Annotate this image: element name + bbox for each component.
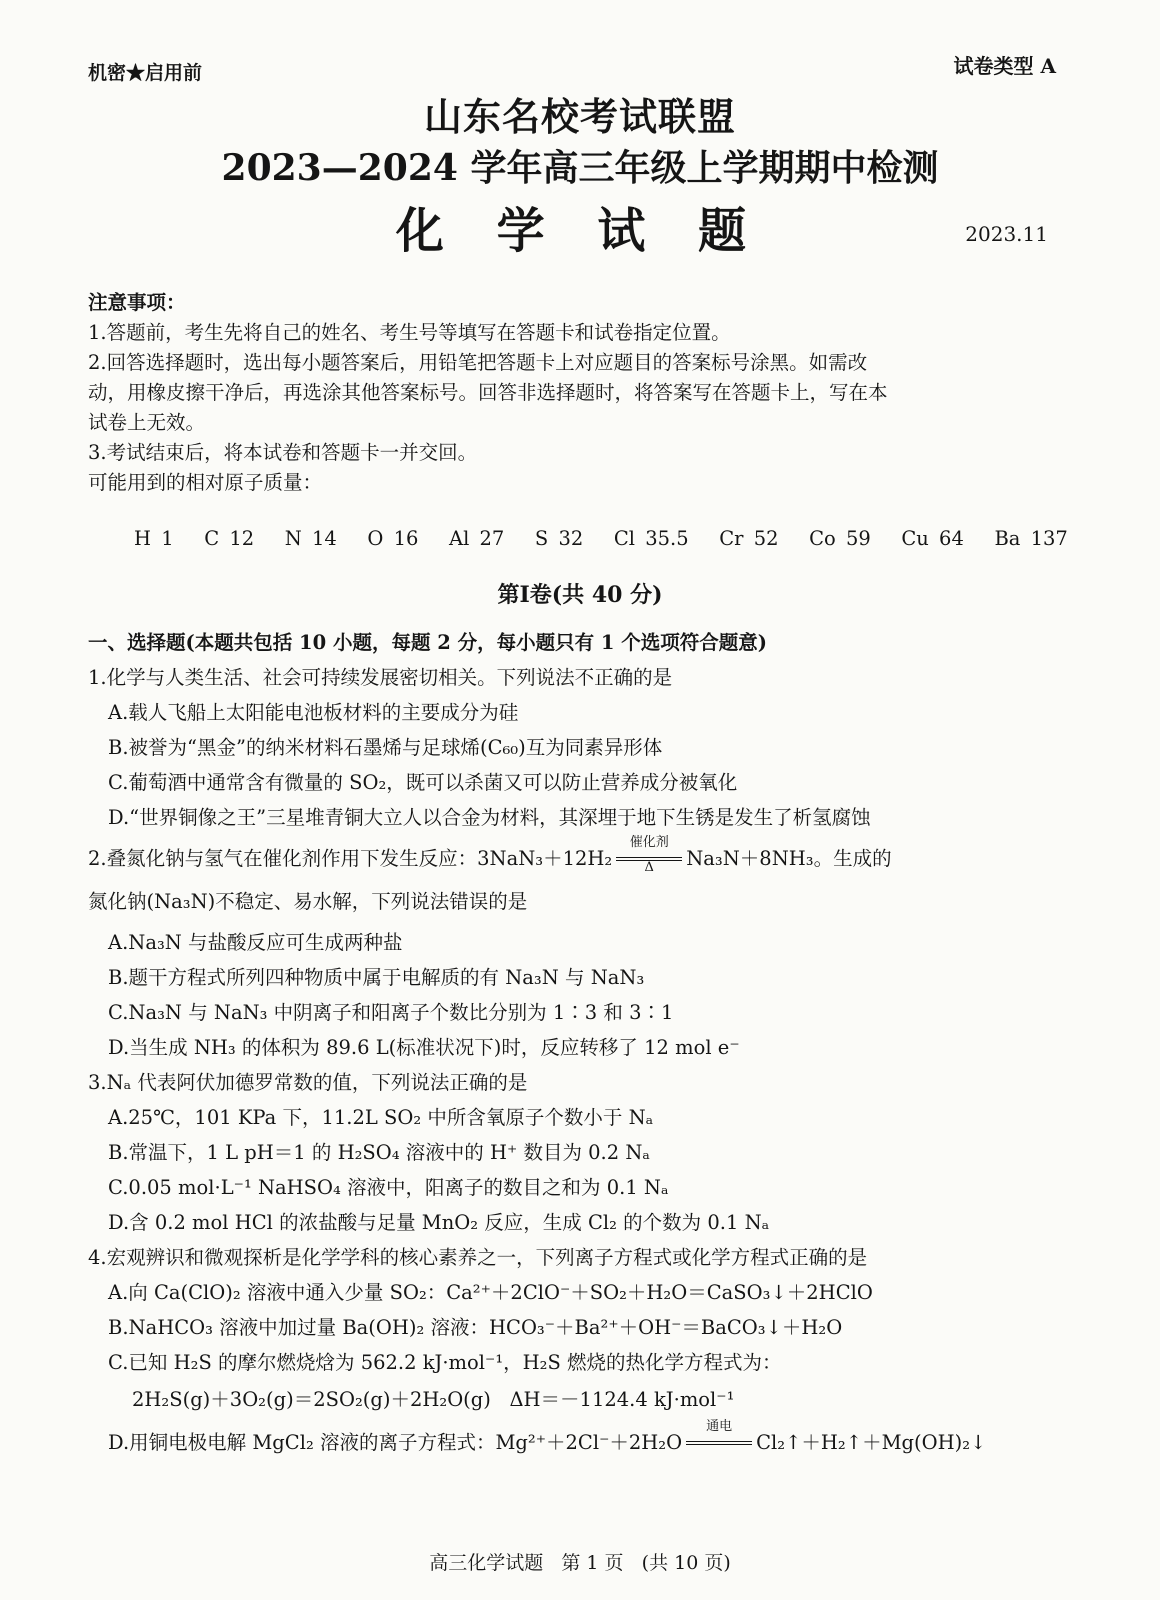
note-item: 动，用橡皮擦干净后，再选涂其他答案标号。回答非选择题时，将答案写在答题卡上，写在本 <box>88 381 888 404</box>
exam-date: 2023.11 <box>965 222 1048 246</box>
note-item: 3.考试结束后，将本试卷和答题卡一并交回。 <box>88 441 478 464</box>
question-2-stem-start: 2.叠氮化钠与氢气在催化剂作用下发生反应：3NaN₃＋12H₂ <box>88 847 613 870</box>
question-1-option-c: C.葡萄酒中通常含有微量的 SO₂，既可以杀菌又可以防止营养成分被氧化 <box>108 771 738 794</box>
question-2-option-c: C.Na₃N 与 NaN₃ 中阴离子和阳离子个数比分别为 1∶3 和 3∶1 <box>108 1001 674 1024</box>
note-item: 试卷上无效。 <box>88 411 206 434</box>
heat-label: Δ <box>644 859 654 875</box>
question-1-stem: 1.化学与人类生活、社会可持续发展密切相关。下列说法不正确的是 <box>88 666 673 689</box>
page-footer: 高三化学试题 第 1 页 (共 10 页) <box>429 1552 731 1574</box>
section-title: 一、选择题(本题共包括 10 小题，每题 2 分，每小题只有 1 个选项符合题意) <box>88 631 767 654</box>
question-4-option-d-start: D.用铜电极电解 MgCl₂ 溶液的离子方程式：Mg²⁺＋2Cl⁻＋2H₂O <box>108 1431 683 1454</box>
note-item: 1.答题前，考生先将自己的姓名、考生号等填写在答题卡和试卷指定位置。 <box>88 321 731 344</box>
atomic-mass-label: 可能用到的相对原子质量： <box>88 471 323 494</box>
question-1-option-d: D.“世界铜像之王”三星堆青铜大立人以合金为材料，其深埋于地下生锈是发生了析氢腐蚀 <box>108 806 871 829</box>
paper-type-label: 试卷类型 A <box>953 54 1056 78</box>
confidential-label: 机密★启用前 <box>88 62 203 84</box>
question-3-stem: 3.Nₐ 代表阿伏加德罗常数的值，下列说法正确的是 <box>88 1071 528 1094</box>
question-2-option-d: D.当生成 NH₃ 的体积为 89.6 L(标准状况下)时，反应转移了 12 mol e⁻ <box>108 1036 740 1059</box>
question-2-stem-end: Na₃N＋8NH₃。生成的 <box>686 847 892 870</box>
question-list <box>88 660 1063 1462</box>
electrolysis-label: 通电 <box>706 1418 733 1434</box>
reaction-condition <box>616 834 682 875</box>
notes-section <box>88 288 1058 498</box>
question-1-option-b: B.被誉为“黑金”的纳米材料石墨烯与足球烯(C₆₀)互为同素异形体 <box>108 736 663 759</box>
question-3-option-c: C.0.05 mol·L⁻¹ NaHSO₄ 溶液中，阳离子的数目之和为 0.1 Nₐ <box>108 1176 669 1199</box>
catalyst-label: 催化剂 <box>629 834 669 850</box>
question-4-option-d <box>88 1420 1063 1462</box>
equals-bar <box>686 1441 752 1445</box>
question-3-option-b: B.常温下，1 L pH＝1 的 H₂SO₄ 溶液中的 H⁺ 数目为 0.2 Nₐ <box>108 1141 650 1164</box>
question-4-option-b: B.NaHCO₃ 溶液中加过量 Ba(OH)₂ 溶液：HCO₃⁻＋Ba²⁺＋OH⁻＝BaCO₃↓＋H₂O <box>108 1316 843 1339</box>
exam-alliance-title: 山东名校考试联盟 <box>423 94 736 139</box>
electrolysis-condition <box>686 1418 752 1456</box>
question-4-option-d-end: Cl₂↑＋H₂↑＋Mg(OH)₂↓ <box>756 1431 987 1454</box>
question-4-stem: 4.宏观辨识和微观探析是化学学科的核心素养之一，下列离子方程式或化学方程式正确的是 <box>88 1246 868 1269</box>
volume-title: 第Ⅰ卷(共 40 分) <box>497 582 663 608</box>
question-4-option-a: A.向 Ca(ClO)₂ 溶液中通入少量 SO₂：Ca²⁺＋2ClO⁻＋SO₂＋H₂O＝CaSO₃↓＋2HClO <box>108 1281 873 1304</box>
question-3-option-a: A.25℃，101 KPa 下，11.2L SO₂ 中所含氧原子个数小于 Nₐ <box>108 1106 654 1129</box>
note-item: 2.回答选择题时，选出每小题答案后，用铅笔把答题卡上对应题目的答案标号涂黑。如需改 <box>88 351 868 374</box>
subject-title: 化 学 试 题 <box>395 203 765 259</box>
question-4-option-c-equation: 2H₂S(g)＋3O₂(g)＝2SO₂(g)＋2H₂O(g) ΔH＝－1124.4 kJ·mol⁻¹ <box>132 1388 735 1411</box>
question-2-stem <box>88 835 1063 879</box>
atomic-mass-list: H 1 C 12 N 14 O 16 Al 27 S 32 Cl 35.5 Cr 52 Co 59 Cu 64 Ba 137 <box>134 527 1068 550</box>
question-2-option-b: B.题干方程式所列四种物质中属于电解质的有 Na₃N 与 NaN₃ <box>108 966 645 989</box>
question-2-option-a: A.Na₃N 与盐酸反应可生成两种盐 <box>108 931 403 954</box>
question-3-option-d: D.含 0.2 mol HCl 的浓盐酸与足量 MnO₂ 反应，生成 Cl₂ 的个数为 0.1 Nₐ <box>108 1211 770 1234</box>
exam-term-title: 2023—2024 学年高三年级上学期期中检测 <box>221 147 939 189</box>
question-2-stem-continued: 氮化钠(Na₃N)不稳定、易水解，下列说法错误的是 <box>88 890 528 913</box>
question-1-option-a: A.载人飞船上太阳能电池板材料的主要成分为硅 <box>108 701 519 724</box>
question-4-option-c: C.已知 H₂S 的摩尔燃烧焓为 562.2 kJ·mol⁻¹，H₂S 燃烧的热化学方程式为： <box>108 1351 782 1374</box>
notes-heading: 注意事项： <box>88 291 186 314</box>
